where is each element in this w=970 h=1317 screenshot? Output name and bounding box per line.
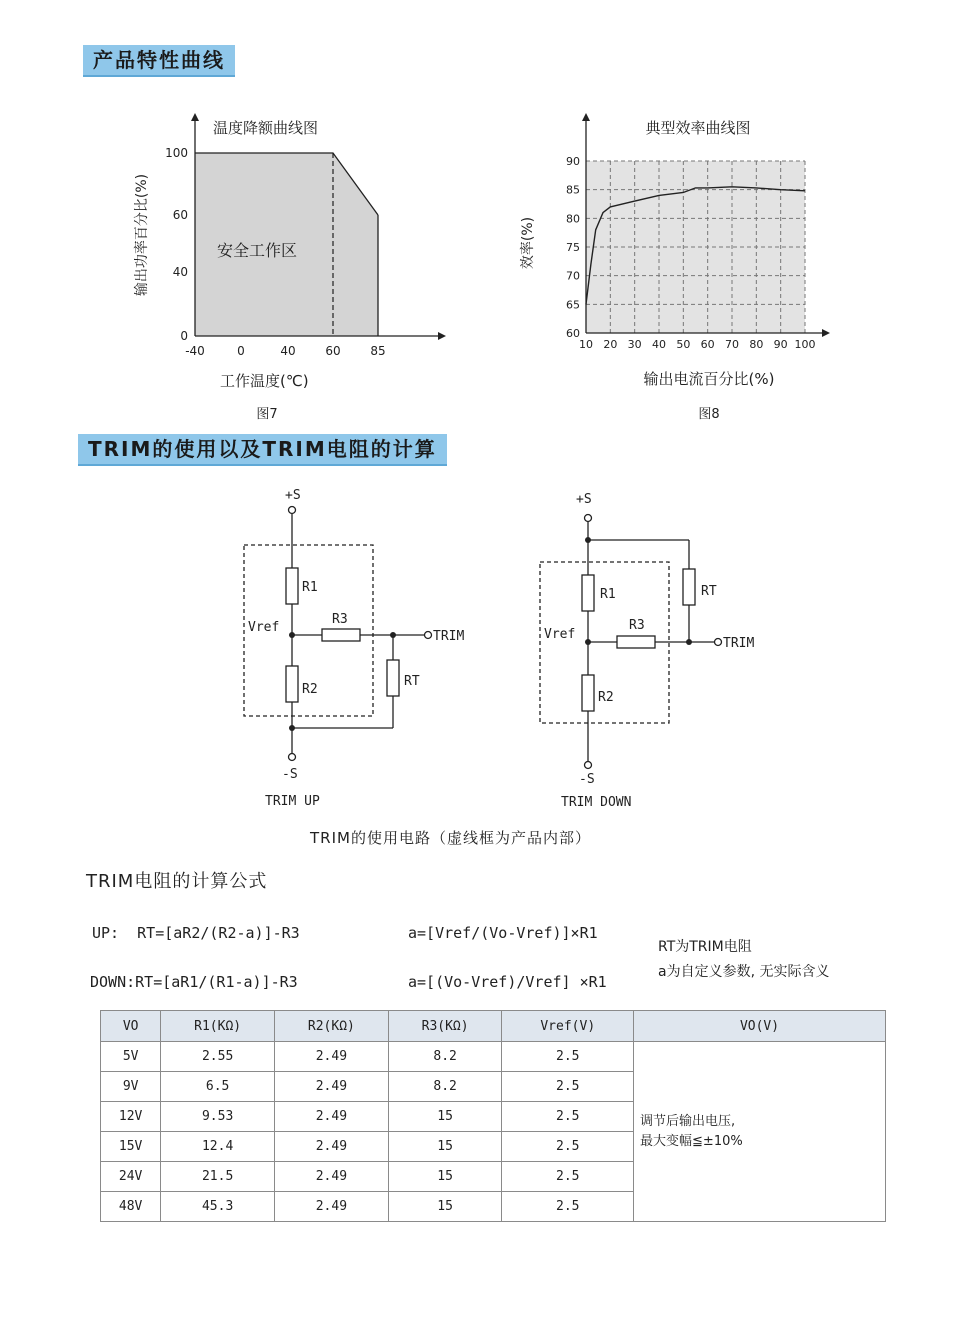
table-cell: 2.49 <box>275 1132 389 1162</box>
table-cell: 15 <box>388 1192 502 1222</box>
section-title-trim: TRIM的使用以及TRIM电阻的计算 <box>78 434 447 466</box>
y-tick-label: 65 <box>566 298 580 312</box>
x-axis-arrow <box>438 332 446 340</box>
plus-s-label: +S <box>285 488 301 503</box>
section-title-characteristics: 产品特性曲线 <box>83 45 235 77</box>
table-cell: 2.5 <box>502 1042 634 1072</box>
note-a: a为自定义参数, 无实际含义 <box>658 964 830 980</box>
region-label: 安全工作区 <box>217 241 298 260</box>
y-tick-label: 75 <box>566 241 580 254</box>
header-vo: VO <box>101 1011 161 1042</box>
y-axis-label: 效率(%) <box>520 216 536 270</box>
table-cell: 45.3 <box>161 1192 275 1222</box>
efficiency-chart <box>510 105 850 425</box>
table-cell: 2.49 <box>275 1192 389 1222</box>
table-cell: 15 <box>388 1102 502 1132</box>
x-tick-label: 60 <box>325 344 341 358</box>
chart-title: 温度降额曲线图 <box>213 119 319 137</box>
table-cell: 15V <box>101 1132 161 1162</box>
header-r2: R2(KΩ) <box>275 1011 389 1042</box>
x-tick-label: 100 <box>794 338 816 351</box>
table-cell: 8.2 <box>388 1072 502 1102</box>
table-cell: 15 <box>388 1162 502 1192</box>
chart-title: 典型效率曲线图 <box>645 119 751 137</box>
y-tick-label: 60 <box>566 327 580 340</box>
x-tick-label: 20 <box>603 338 618 351</box>
trim-resistor-table <box>100 1010 886 1222</box>
table-cell: 9.53 <box>161 1102 275 1132</box>
x-tick-label: 80 <box>749 338 764 351</box>
r1-label: R1 <box>302 580 318 595</box>
formula-up: UP: RT=[aR2/(R2-a)]-R3 <box>92 924 300 942</box>
x-axis-label: 工作温度(℃) <box>220 372 309 390</box>
header-vo-v: VO(V) <box>634 1011 886 1042</box>
vref-label: Vref <box>544 627 576 642</box>
y-axis-arrow <box>191 113 199 121</box>
figure-caption: 图8 <box>698 407 720 422</box>
table-header-row <box>101 1011 886 1042</box>
x-tick-label: 60 <box>700 338 715 351</box>
formula-down-a: a=[(Vo-Vref)/Vref] ×R1 <box>408 973 607 991</box>
x-tick-label: 85 <box>370 344 386 358</box>
remark-cell <box>634 1042 886 1222</box>
r3-label: R3 <box>629 618 645 633</box>
remark-line: 调节后输出电压, <box>640 1113 736 1129</box>
formula-heading: TRIM电阻的计算公式 <box>86 871 268 892</box>
table-cell: 6.5 <box>161 1072 275 1102</box>
table-cell: 12.4 <box>161 1132 275 1162</box>
table-row <box>101 1042 886 1072</box>
formula-down: DOWN:RT=[aR1/(R1-a)]-R3 <box>90 973 298 991</box>
formula-up-a: a=[Vref/(Vo-Vref)]×R1 <box>408 924 598 942</box>
header-r1: R1(KΩ) <box>161 1011 275 1042</box>
y-axis-arrow <box>582 113 590 121</box>
x-tick-label: 30 <box>627 338 642 351</box>
x-tick-label: 90 <box>773 338 788 351</box>
x-tick-label: 40 <box>652 338 666 351</box>
remark-line: 最大变幅≦±10% <box>640 1133 743 1149</box>
table-cell: 2.5 <box>502 1072 634 1102</box>
plot-area <box>586 161 805 333</box>
table-cell: 2.55 <box>161 1042 275 1072</box>
minus-s-label: -S <box>579 772 595 787</box>
table-cell: 2.5 <box>502 1132 634 1162</box>
table-cell: 2.49 <box>275 1042 389 1072</box>
y-axis-label: 输出功率百分比(%) <box>134 173 150 297</box>
table-cell: 2.5 <box>502 1162 634 1192</box>
trim-up-label: TRIM UP <box>265 794 320 809</box>
table-cell: 8.2 <box>388 1042 502 1072</box>
y-tick-label: 80 <box>566 212 580 226</box>
vref-label: Vref <box>248 620 280 635</box>
trim-down-label: TRIM DOWN <box>561 795 632 810</box>
y-tick-label: 100 <box>165 146 188 160</box>
rt-label: RT <box>701 584 717 599</box>
r3-label: R3 <box>332 612 348 627</box>
y-tick-label: 0 <box>180 329 188 343</box>
y-tick-label: 60 <box>172 208 188 222</box>
derating-chart <box>120 105 460 425</box>
table-cell: 2.49 <box>275 1102 389 1132</box>
circuit-caption: TRIM的使用电路（虚线框为产品内部） <box>310 829 591 847</box>
y-tick-label: 70 <box>566 269 580 283</box>
minus-s-label: -S <box>282 767 298 782</box>
table-cell: 48V <box>101 1192 161 1222</box>
x-tick-label: 50 <box>676 338 691 351</box>
rt-label: RT <box>404 674 420 689</box>
x-tick-label: -40 <box>185 344 205 358</box>
table-cell: 2.49 <box>275 1072 389 1102</box>
y-tick-label: 85 <box>566 183 580 197</box>
r2-label: R2 <box>302 682 318 697</box>
r2-label: R2 <box>598 690 614 705</box>
r1-label: R1 <box>600 587 616 602</box>
table-cell: 2.5 <box>502 1192 634 1222</box>
trim-pin-label: TRIM <box>433 629 465 644</box>
table-cell: 21.5 <box>161 1162 275 1192</box>
plus-s-label: +S <box>576 492 592 507</box>
y-tick-label: 90 <box>566 155 580 168</box>
table-cell: 15 <box>388 1132 502 1162</box>
table-cell: 2.5 <box>502 1102 634 1132</box>
x-axis-arrow <box>822 329 830 337</box>
table-cell: 2.49 <box>275 1162 389 1192</box>
trim-down-circuit <box>525 485 785 825</box>
figure-caption: 图7 <box>256 407 278 422</box>
trim-pin-label: TRIM <box>723 636 755 651</box>
x-tick-label: 0 <box>237 344 245 358</box>
x-axis-label: 输出电流百分比(%) <box>643 370 775 388</box>
table-cell: 24V <box>101 1162 161 1192</box>
table-cell: 12V <box>101 1102 161 1132</box>
note-rt: RT为TRIM电阻 <box>658 939 752 955</box>
table-cell: 9V <box>101 1072 161 1102</box>
y-tick-label: 40 <box>172 265 188 279</box>
x-tick-label: 40 <box>280 344 296 358</box>
x-tick-label: 70 <box>725 338 739 351</box>
header-vref: Vref(V) <box>502 1011 634 1042</box>
x-tick-label: 10 <box>579 338 593 351</box>
table-cell: 5V <box>101 1042 161 1072</box>
header-r3: R3(KΩ) <box>388 1011 502 1042</box>
trim-up-circuit <box>230 480 490 820</box>
